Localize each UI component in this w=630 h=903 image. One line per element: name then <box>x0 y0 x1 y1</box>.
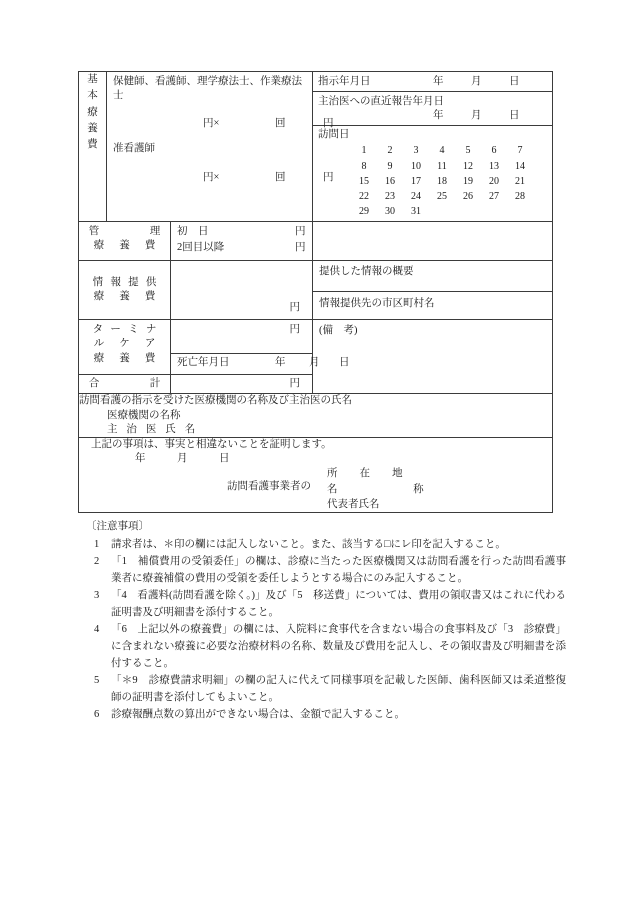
calendar-day[interactable]: 17 <box>411 175 421 187</box>
calendar-week-row <box>351 159 533 174</box>
table-row-terminal-care <box>79 320 553 375</box>
staff-type-2-label: 准看護師 <box>113 143 155 155</box>
calendar-day[interactable]: 25 <box>437 190 447 202</box>
calendar-day[interactable]: 11 <box>437 160 447 172</box>
note-number: 3 <box>94 590 100 601</box>
total-amount-cell <box>171 375 313 394</box>
recent-report-date-row <box>313 109 552 125</box>
calendar-day[interactable]: 31 <box>411 206 421 218</box>
death-date-day: 日 <box>339 357 350 369</box>
medical-institution-cell <box>79 394 553 438</box>
management-fee-blank-cell <box>313 222 553 261</box>
basic-care-label: 基 本 療 養 費 <box>79 72 107 222</box>
table-row-medical-institution <box>79 394 553 438</box>
provider-address-label: 所 在 地 <box>327 468 409 480</box>
remarks-cell <box>313 320 553 394</box>
instruction-date-cell <box>313 72 553 92</box>
calendar-day[interactable]: 22 <box>359 190 369 202</box>
recent-report-cell <box>313 92 553 126</box>
management-second-onward-row <box>171 241 312 260</box>
calendar-day[interactable]: 5 <box>465 145 471 157</box>
note-number: 1 <box>94 539 100 550</box>
calendar-day[interactable]: 24 <box>411 190 421 202</box>
calendar-day[interactable]: 6 <box>491 145 497 157</box>
calendar-week-row <box>351 204 533 219</box>
instruction-date-month: 月 <box>471 76 482 87</box>
information-fee-right-cell <box>313 261 553 320</box>
terminal-care-amount-row <box>171 320 312 353</box>
calendar-week-row <box>351 189 533 204</box>
management-second-onward-label: 2回目以降 <box>177 242 225 254</box>
calendar-day[interactable]: 27 <box>489 190 499 202</box>
note-text: 「＊9 診療費請求明細」の欄の記入に代えて同様事項を記載した医師、歯科医師又は柔道整復師の証明書を添付してもよいこと。 <box>111 675 566 703</box>
calendar-day[interactable]: 9 <box>387 160 393 172</box>
calendar-day[interactable]: 19 <box>463 175 473 187</box>
calendar-day[interactable]: 3 <box>413 145 419 157</box>
notes-section <box>86 518 566 723</box>
provider-name-label: 名 称 <box>327 483 435 495</box>
death-date-row <box>171 353 350 374</box>
death-date-year: 年 <box>275 357 286 369</box>
note-item <box>86 621 566 672</box>
terminal-care-yen: 円 <box>289 324 300 336</box>
calendar-day[interactable]: 23 <box>385 190 395 202</box>
remarks-label: (備 考) <box>319 325 358 337</box>
table-row-information-fee <box>79 261 553 320</box>
note-item <box>86 587 566 621</box>
calendar-day-empty <box>455 204 481 219</box>
total-yen: 円 <box>289 378 300 390</box>
calendar-day[interactable]: 14 <box>515 160 525 172</box>
calendar-day[interactable]: 20 <box>489 175 499 187</box>
certification-date-line: 年 月 日 <box>135 453 230 465</box>
note-text: 請求者は、＊印の欄には記入しないこと。また、該当する□にレ印を記入すること。 <box>111 539 506 550</box>
note-text: 「4 看護料(訪問看護を除く。)」及び「5 移送費」については、費用の領収書又はこれに代わる証明書及び明細書を添付すること。 <box>111 590 566 618</box>
instruction-date-year: 年 <box>433 76 444 87</box>
calendar-week-row <box>351 143 533 158</box>
staff-2-unit-yen: 円× <box>203 171 220 183</box>
recent-report-month: 月 <box>471 110 482 122</box>
provider-label: 訪問看護事業者の <box>227 481 311 493</box>
medical-expense-form-table <box>78 71 553 513</box>
calendar-day[interactable]: 26 <box>463 190 473 202</box>
staff-1-unit-yen: 円× <box>203 118 220 130</box>
calendar-day[interactable]: 12 <box>463 160 473 172</box>
staff-type-1-label: 保健師、看護師、理学療法士、作業療法士 <box>113 76 302 102</box>
table-row-management-fee <box>79 222 553 261</box>
institution-name-label: 医療機関の名称 <box>107 409 181 421</box>
note-text: 診療報酬点数の算出ができない場合は、金額で記入すること。 <box>111 709 405 720</box>
certification-statement: 上記の事項は、事実と相違ないことを証明します。 <box>91 438 332 450</box>
note-text: 「6 上記以外の療養費」の欄には、入院料に食事代を含まない場合の食事料及び「3 診療費」に含まれない療養に必要な治療材料の名称、数量及び費用を記入し、その領収書及び明細書を添付すること。 <box>111 624 566 669</box>
staff-2-total-yen: 円 <box>323 171 334 183</box>
instruction-date-day: 日 <box>509 76 520 87</box>
calendar-day[interactable]: 10 <box>411 160 421 172</box>
staff-1-amount-row <box>107 117 334 132</box>
calendar-day[interactable]: 7 <box>517 145 523 157</box>
notes-heading: 〔注意事項〕 <box>86 521 149 532</box>
management-first-day-label: 初 日 <box>177 226 209 238</box>
death-date-month: 月 <box>309 357 320 369</box>
certification-cell <box>79 437 553 512</box>
note-number: 2 <box>94 556 100 567</box>
instruction-date-row <box>313 72 552 91</box>
instruction-date-label: 指示年月日 <box>318 76 371 87</box>
staff-1-times: 回 <box>275 118 286 130</box>
management-second-onward-yen: 円 <box>295 242 306 254</box>
table-row-certification <box>79 437 553 512</box>
staff-1-total-yen: 円 <box>323 118 334 130</box>
management-first-day-yen: 円 <box>295 226 306 238</box>
calendar-day[interactable]: 28 <box>515 190 525 202</box>
calendar-day[interactable]: 15 <box>359 175 369 187</box>
note-item <box>86 672 566 706</box>
provider-fields <box>327 466 435 512</box>
calendar-day[interactable]: 2 <box>387 145 393 157</box>
note-item <box>86 536 566 553</box>
total-label: 合 計 <box>79 375 171 394</box>
visit-days-label: 訪問日 <box>318 129 350 141</box>
calendar-day[interactable]: 21 <box>515 175 525 187</box>
calendar-day-empty <box>429 204 455 219</box>
medical-institution-heading: 訪問看護の指示を受けた医療機関の名称及び主治医の氏名 <box>79 395 352 407</box>
visit-days-cell <box>313 126 553 222</box>
death-date-label: 死亡年月日 <box>177 357 230 369</box>
calendar-day-empty <box>507 204 533 219</box>
calendar-day[interactable]: 13 <box>489 160 499 172</box>
visit-days-calendar <box>351 143 533 219</box>
provider-info-block <box>79 466 552 512</box>
note-number: 5 <box>94 675 100 686</box>
information-municipality-label: 情報提供先の市区町村名 <box>319 298 435 310</box>
staff-2-amount-row <box>107 171 334 186</box>
calendar-day[interactable]: 18 <box>437 175 447 187</box>
calendar-day-empty <box>481 204 507 219</box>
table-row-basic-care <box>79 72 553 92</box>
management-fee-values-cell <box>171 222 313 261</box>
terminal-care-label: タ ー ミ ナ ル ケ ア 療 養 費 <box>79 320 171 375</box>
calendar-day[interactable]: 29 <box>359 206 369 218</box>
calendar-day[interactable]: 4 <box>439 145 445 157</box>
provider-representative-label: 代表者氏名 <box>327 498 380 510</box>
calendar-day[interactable]: 16 <box>385 175 395 187</box>
note-number: 4 <box>94 624 100 635</box>
note-number: 6 <box>94 709 100 720</box>
calendar-week-row <box>351 174 533 189</box>
calendar-day[interactable]: 8 <box>361 160 367 172</box>
information-fee-amount-cell <box>171 261 313 320</box>
note-item <box>86 706 566 723</box>
note-item <box>86 553 566 587</box>
information-summary-label: 提供した情報の概要 <box>313 261 552 292</box>
management-first-day-row <box>171 222 312 241</box>
calendar-day[interactable]: 1 <box>361 145 367 157</box>
information-fee-yen: 円 <box>289 302 300 314</box>
calendar-day[interactable]: 30 <box>385 206 395 218</box>
recent-report-year: 年 <box>433 110 444 122</box>
note-text: 「1 補償費用の受領委任」の欄は、診療に当たった医療機関又は訪問看護を行った訪問看護事業者に療養補償の費用の受領を委任しようとする場合にのみ記入すること。 <box>111 556 566 584</box>
doctor-name-label: 主 治 医 氏 名 <box>107 423 199 435</box>
staff-2-times: 回 <box>275 171 286 183</box>
recent-report-day: 日 <box>509 110 520 122</box>
recent-report-label: 主治医への直近報告年月日 <box>318 96 444 107</box>
management-fee-label: 管 理 療 養 費 <box>79 222 171 261</box>
information-fee-label: 情 報 提 供 療 養 費 <box>79 261 171 320</box>
